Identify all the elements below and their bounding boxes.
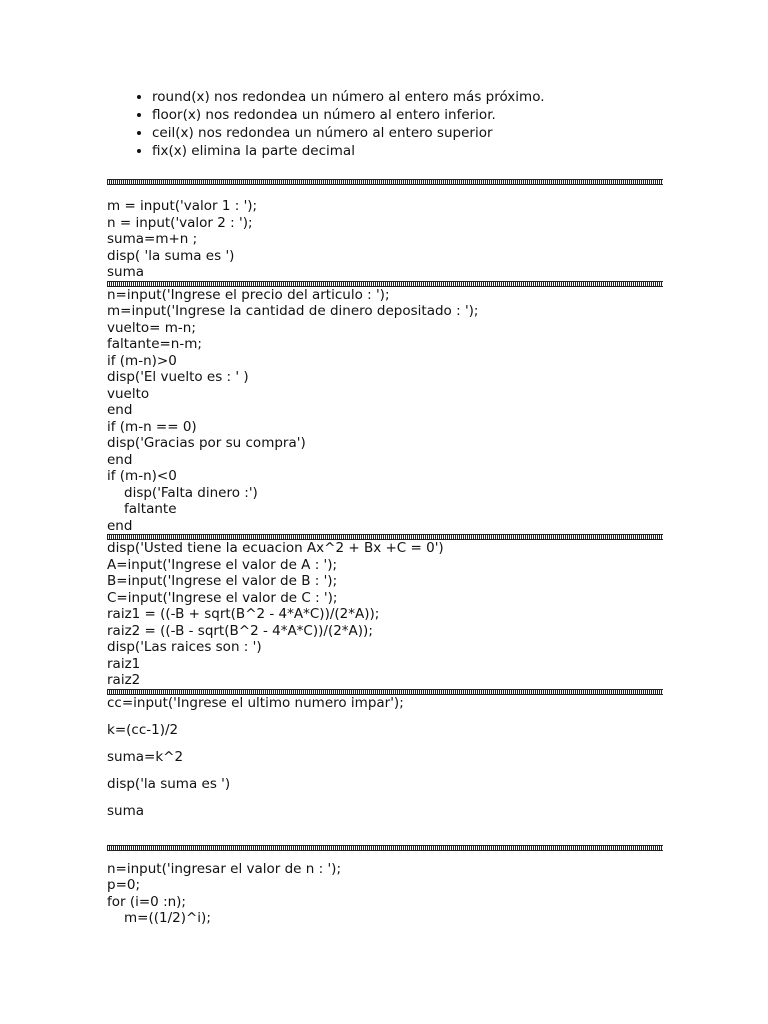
code-line: p=0; <box>107 877 141 893</box>
code-line: m=((1/2)^i); <box>124 910 211 926</box>
list-item: • floor(x) nos redondea un número al entero inferior. <box>152 106 663 124</box>
code-line: disp('Gracias por su compra') <box>107 435 306 451</box>
code-line: end <box>107 517 133 534</box>
document-page <box>107 88 663 927</box>
code-line: end <box>107 451 133 468</box>
code-line: if (m-n)<0 <box>107 468 177 484</box>
code-line: faltante <box>124 501 177 517</box>
code-line: suma <box>107 802 145 819</box>
code-line: n=input('ingresar el valor de n : '); <box>107 860 341 877</box>
code-line: disp('Usted tiene la ecuacion Ax^2 + Bx +C = 0') <box>107 540 444 556</box>
function-list <box>107 88 663 160</box>
code-line: raiz1 <box>107 655 141 672</box>
code-line: suma <box>107 264 145 280</box>
code-line: raiz2 = ((-B - sqrt(B^2 - 4*A*C))/(2*A)); <box>107 622 373 639</box>
code-line: raiz1 = ((-B + sqrt(B^2 - 4*A*C))/(2*A)); <box>107 606 380 622</box>
code-line: end <box>107 402 133 418</box>
code-line: faltante=n-m; <box>107 336 202 352</box>
code-line: vuelto <box>107 385 150 402</box>
code-line: m=input('Ingrese la cantidad de dinero depositado : '); <box>107 303 479 319</box>
code-line: C=input('Ingrese el valor de C : '); <box>107 589 338 606</box>
code-block-ecuacion <box>107 540 663 689</box>
code-line: for (i=0 :n); <box>107 893 186 910</box>
list-item: • round(x) nos redondea un número al entero más próximo. <box>152 88 663 106</box>
code-line: cc=input('Ingrese el ultimo numero impar'); <box>107 694 404 711</box>
code-line: k=(cc-1)/2 <box>107 721 179 738</box>
code-line: m = input('valor 1 : '); <box>107 198 258 214</box>
code-line: disp('El vuelto es : ' ) <box>107 369 249 385</box>
code-line: A=input('Ingrese el valor de A : '); <box>107 556 338 573</box>
code-line: disp('Las raices son : ') <box>107 639 262 655</box>
code-block-vuelto <box>107 287 663 535</box>
list-item: • ceil(x) nos redondea un número al entero superior <box>152 124 663 142</box>
code-line: disp('la suma es ') <box>107 775 231 792</box>
code-line: B=input('Ingrese el valor de B : '); <box>107 573 338 589</box>
code-block-serie <box>107 861 663 927</box>
code-line: if (m-n == 0) <box>107 418 197 435</box>
code-line: if (m-n)>0 <box>107 352 177 369</box>
code-line: n = input('valor 2 : '); <box>107 214 253 231</box>
code-line: disp( 'la suma es ') <box>107 247 235 264</box>
list-item: • fix(x) elimina la parte decimal <box>152 142 663 160</box>
code-line: vuelto= m-n; <box>107 319 196 336</box>
code-line: suma=k^2 <box>107 748 184 765</box>
code-block-suma <box>107 198 663 281</box>
code-line: raiz2 <box>107 672 141 688</box>
code-line: disp('Falta dinero :') <box>124 484 258 501</box>
code-line: suma=m+n ; <box>107 231 198 247</box>
code-block-impar <box>107 695 663 820</box>
code-line: n=input('Ingrese el precio del articulo : '); <box>107 286 390 303</box>
